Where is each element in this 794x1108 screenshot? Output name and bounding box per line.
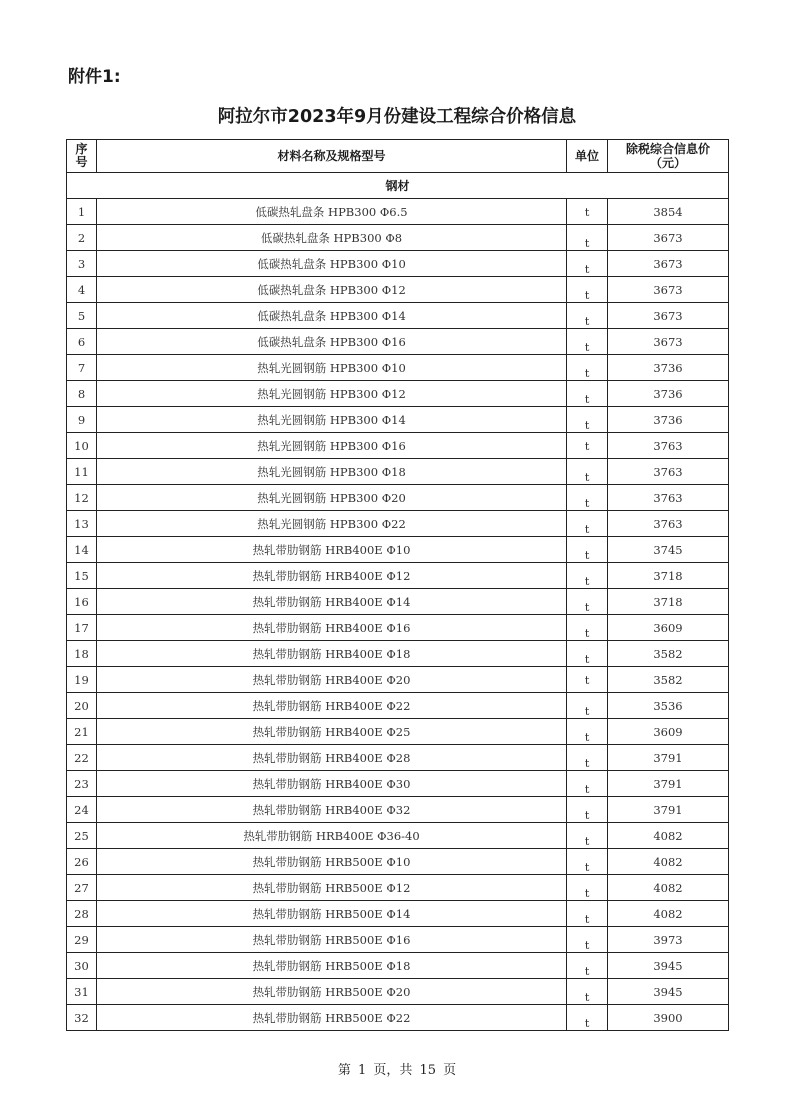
unit-text: t	[584, 204, 590, 219]
row-number: 9	[67, 407, 97, 433]
unit	[567, 823, 608, 849]
material-name: 热轧带肋钢筋 HRB500E Φ22	[97, 1005, 567, 1031]
price: 3736	[608, 381, 729, 407]
row-number: 30	[67, 953, 97, 979]
table-row	[67, 355, 729, 381]
row-number: 7	[67, 355, 97, 381]
price: 3673	[608, 329, 729, 355]
material-name: 热轧带肋钢筋 HRB400E Φ30	[97, 771, 567, 797]
material-name: 热轧带肋钢筋 HRB400E Φ10	[97, 537, 567, 563]
table-row	[67, 303, 729, 329]
table-row	[67, 433, 729, 459]
unit	[567, 485, 608, 511]
material-name: 热轧带肋钢筋 HRB500E Φ18	[97, 953, 567, 979]
row-number: 21	[67, 719, 97, 745]
row-number: 17	[67, 615, 97, 641]
row-number: 4	[67, 277, 97, 303]
price: 3791	[608, 797, 729, 823]
material-name: 热轧带肋钢筋 HRB400E Φ12	[97, 563, 567, 589]
unit	[567, 277, 608, 303]
price: 3673	[608, 225, 729, 251]
row-number: 13	[67, 511, 97, 537]
material-name: 热轧光圆钢筋 HPB300 Φ12	[97, 381, 567, 407]
price: 3945	[608, 953, 729, 979]
material-name: 低碳热轧盘条 HPB300 Φ14	[97, 303, 567, 329]
unit	[567, 303, 608, 329]
header-price-line1: 除税综合信息价	[625, 142, 710, 156]
price: 3945	[608, 979, 729, 1005]
unit-text: t	[584, 313, 590, 328]
row-number: 15	[67, 563, 97, 589]
row-number: 29	[67, 927, 97, 953]
table-row	[67, 641, 729, 667]
unit	[567, 901, 608, 927]
unit	[567, 355, 608, 381]
unit-text: t	[584, 781, 590, 796]
table-row	[67, 615, 729, 641]
unit-text: t	[584, 261, 590, 276]
table-row	[67, 511, 729, 537]
unit-text: t	[584, 1015, 590, 1030]
material-name: 热轧光圆钢筋 HPB300 Φ10	[97, 355, 567, 381]
header-no-label: 序号	[75, 142, 88, 169]
page-title: 阿拉尔市2023年9月份建设工程综合价格信息	[217, 107, 577, 127]
material-name: 热轧带肋钢筋 HRB400E Φ18	[97, 641, 567, 667]
unit-text: t	[584, 729, 590, 744]
unit-text: t	[584, 391, 590, 406]
row-number: 32	[67, 1005, 97, 1031]
unit	[567, 875, 608, 901]
row-number: 16	[67, 589, 97, 615]
unit	[567, 433, 608, 459]
row-number: 24	[67, 797, 97, 823]
table-row	[67, 693, 729, 719]
row-number: 28	[67, 901, 97, 927]
unit	[567, 407, 608, 433]
unit	[567, 199, 608, 225]
table-row	[67, 563, 729, 589]
table-row	[67, 875, 729, 901]
row-number: 1	[67, 199, 97, 225]
unit-text: t	[584, 807, 590, 822]
unit-text: t	[584, 833, 590, 848]
table-row	[67, 719, 729, 745]
price: 4082	[608, 901, 729, 927]
price: 3718	[608, 563, 729, 589]
price: 3609	[608, 719, 729, 745]
row-number: 8	[67, 381, 97, 407]
header-name: 材料名称及规格型号	[97, 140, 567, 173]
row-number: 3	[67, 251, 97, 277]
unit-text: t	[584, 469, 590, 484]
unit-text: t	[584, 287, 590, 302]
price: 3900	[608, 1005, 729, 1031]
row-number: 14	[67, 537, 97, 563]
material-name: 低碳热轧盘条 HPB300 Φ10	[97, 251, 567, 277]
unit-text: t	[584, 651, 590, 666]
price: 3791	[608, 745, 729, 771]
price: 4082	[608, 849, 729, 875]
material-name: 热轧带肋钢筋 HRB400E Φ14	[97, 589, 567, 615]
material-name: 热轧光圆钢筋 HPB300 Φ22	[97, 511, 567, 537]
material-name: 热轧带肋钢筋 HRB500E Φ16	[97, 927, 567, 953]
price: 3763	[608, 511, 729, 537]
unit-text: t	[584, 235, 590, 250]
table-row	[67, 459, 729, 485]
unit-text: t	[584, 521, 590, 536]
price: 3673	[608, 251, 729, 277]
table-row	[67, 1005, 729, 1031]
row-number: 12	[67, 485, 97, 511]
page-number: 第 1 页，共 15 页	[337, 1063, 457, 1078]
unit	[567, 849, 608, 875]
material-name: 热轧光圆钢筋 HPB300 Φ14	[97, 407, 567, 433]
material-name: 热轧光圆钢筋 HPB300 Φ16	[97, 433, 567, 459]
unit	[567, 771, 608, 797]
table-row	[67, 589, 729, 615]
material-name: 热轧带肋钢筋 HRB400E Φ22	[97, 693, 567, 719]
unit	[567, 615, 608, 641]
material-name: 热轧带肋钢筋 HRB400E Φ28	[97, 745, 567, 771]
unit	[567, 537, 608, 563]
row-number: 31	[67, 979, 97, 1005]
unit	[567, 927, 608, 953]
price-table	[66, 139, 729, 1031]
price: 3763	[608, 485, 729, 511]
unit-text: t	[584, 365, 590, 380]
row-number: 20	[67, 693, 97, 719]
material-name: 低碳热轧盘条 HPB300 Φ12	[97, 277, 567, 303]
row-number: 23	[67, 771, 97, 797]
material-name: 热轧带肋钢筋 HRB400E Φ25	[97, 719, 567, 745]
price: 3973	[608, 927, 729, 953]
table-row	[67, 225, 729, 251]
unit-text: t	[584, 885, 590, 900]
price: 3745	[608, 537, 729, 563]
price: 3763	[608, 433, 729, 459]
unit	[567, 459, 608, 485]
price: 3609	[608, 615, 729, 641]
price: 4082	[608, 875, 729, 901]
row-number: 10	[67, 433, 97, 459]
unit-text: t	[584, 937, 590, 952]
unit-text: t	[584, 755, 590, 770]
row-number: 19	[67, 667, 97, 693]
table-row	[67, 901, 729, 927]
price: 3736	[608, 355, 729, 381]
unit	[567, 1005, 608, 1031]
table-row	[67, 797, 729, 823]
material-name: 低碳热轧盘条 HPB300 Φ8	[97, 225, 567, 251]
price: 3718	[608, 589, 729, 615]
unit-text: t	[584, 963, 590, 978]
unit-text: t	[584, 417, 590, 432]
table-row	[67, 485, 729, 511]
header-unit: 单位	[567, 140, 608, 173]
unit-text: t	[584, 438, 590, 453]
row-number: 25	[67, 823, 97, 849]
material-name: 热轧带肋钢筋 HRB500E Φ14	[97, 901, 567, 927]
unit	[567, 667, 608, 693]
material-name: 热轧带肋钢筋 HRB400E Φ32	[97, 797, 567, 823]
header-price	[608, 140, 729, 173]
table-row	[67, 667, 729, 693]
material-name: 低碳热轧盘条 HPB300 Φ6.5	[97, 199, 567, 225]
row-number: 2	[67, 225, 97, 251]
unit	[567, 381, 608, 407]
unit-text: t	[584, 495, 590, 510]
unit-text: t	[584, 703, 590, 718]
unit	[567, 745, 608, 771]
table-row	[67, 407, 729, 433]
material-name: 热轧光圆钢筋 HPB300 Φ18	[97, 459, 567, 485]
price: 3763	[608, 459, 729, 485]
table-row	[67, 277, 729, 303]
material-name: 热轧带肋钢筋 HRB500E Φ10	[97, 849, 567, 875]
unit	[567, 225, 608, 251]
unit-text: t	[584, 339, 590, 354]
row-number: 5	[67, 303, 97, 329]
table-row	[67, 251, 729, 277]
unit-text: t	[584, 859, 590, 874]
unit	[567, 589, 608, 615]
price: 3536	[608, 693, 729, 719]
price: 4082	[608, 823, 729, 849]
unit	[567, 641, 608, 667]
row-number: 26	[67, 849, 97, 875]
header-no	[67, 140, 97, 173]
unit-text: t	[584, 672, 590, 687]
price: 3673	[608, 303, 729, 329]
price: 3582	[608, 641, 729, 667]
unit	[567, 511, 608, 537]
price: 3854	[608, 199, 729, 225]
unit-text: t	[584, 599, 590, 614]
material-name: 热轧带肋钢筋 HRB400E Φ36-40	[97, 823, 567, 849]
category-label: 钢材	[67, 173, 729, 199]
table-row	[67, 745, 729, 771]
category-row	[67, 173, 729, 199]
table-row	[67, 329, 729, 355]
price: 3673	[608, 277, 729, 303]
material-name: 热轧带肋钢筋 HRB500E Φ20	[97, 979, 567, 1005]
unit-text: t	[584, 989, 590, 1004]
row-number: 22	[67, 745, 97, 771]
unit	[567, 563, 608, 589]
unit	[567, 329, 608, 355]
table-row	[67, 771, 729, 797]
table-row	[67, 927, 729, 953]
row-number: 18	[67, 641, 97, 667]
table-row	[67, 849, 729, 875]
unit	[567, 797, 608, 823]
unit-text: t	[584, 573, 590, 588]
row-number: 6	[67, 329, 97, 355]
table-row	[67, 381, 729, 407]
material-name: 热轧带肋钢筋 HRB500E Φ12	[97, 875, 567, 901]
unit-text: t	[584, 625, 590, 640]
unit	[567, 979, 608, 1005]
unit	[567, 953, 608, 979]
unit	[567, 719, 608, 745]
unit-text: t	[584, 911, 590, 926]
table-row	[67, 979, 729, 1005]
material-name: 热轧光圆钢筋 HPB300 Φ20	[97, 485, 567, 511]
price: 3582	[608, 667, 729, 693]
material-name: 低碳热轧盘条 HPB300 Φ16	[97, 329, 567, 355]
unit	[567, 693, 608, 719]
table-row	[67, 953, 729, 979]
material-name: 热轧带肋钢筋 HRB400E Φ16	[97, 615, 567, 641]
row-number: 27	[67, 875, 97, 901]
unit	[567, 251, 608, 277]
price: 3791	[608, 771, 729, 797]
table-row	[67, 537, 729, 563]
attachment-label: 附件1:	[68, 67, 121, 87]
table-row	[67, 199, 729, 225]
material-name: 热轧带肋钢筋 HRB400E Φ20	[97, 667, 567, 693]
unit-text: t	[584, 547, 590, 562]
row-number: 11	[67, 459, 97, 485]
price: 3736	[608, 407, 729, 433]
table-header-row	[67, 140, 729, 173]
header-price-line2: （元）	[649, 156, 686, 170]
table-row	[67, 823, 729, 849]
